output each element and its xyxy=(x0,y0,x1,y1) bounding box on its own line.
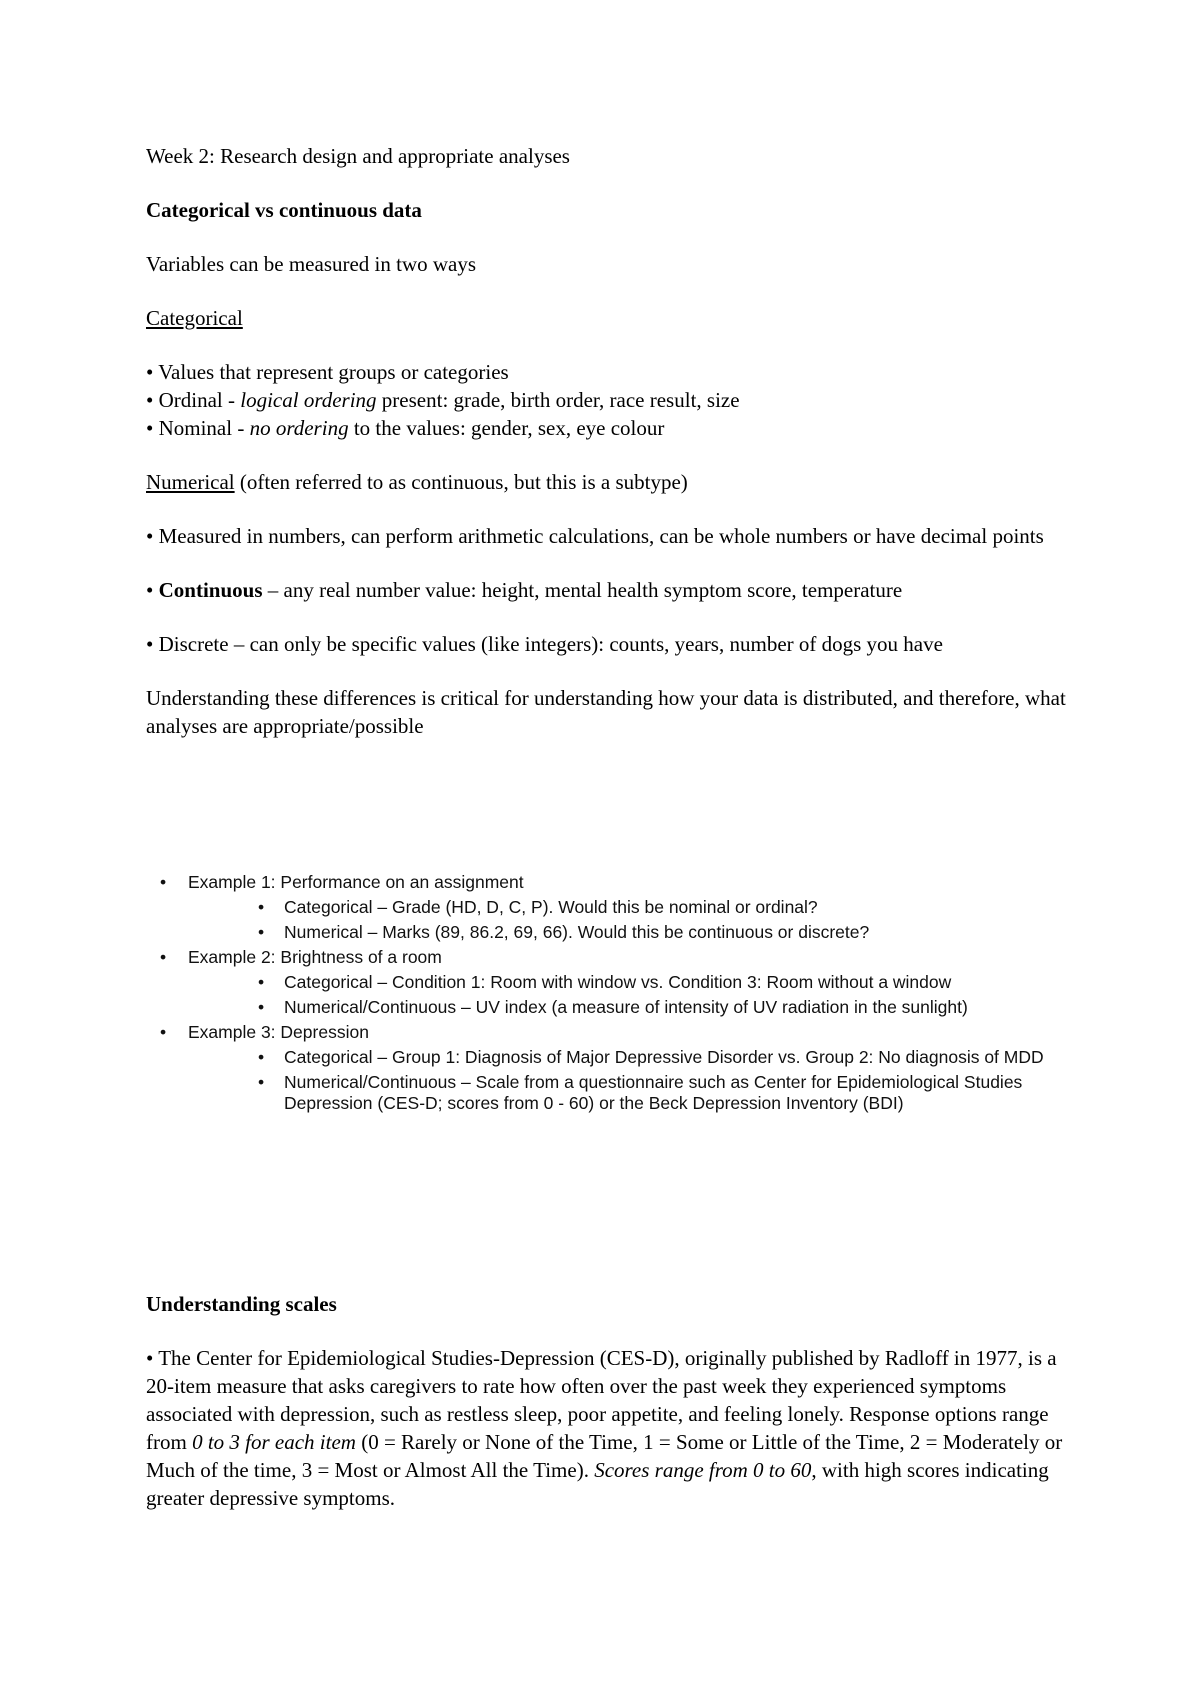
example-subitem xyxy=(188,1072,1074,1114)
categorical-label: Categorical xyxy=(146,306,243,330)
example-title: Example 2: Brightness of a room xyxy=(188,947,442,967)
bullet-icon: • xyxy=(160,947,167,967)
cesd-emphasis-1: 0 to 3 for each item xyxy=(192,1430,356,1454)
section-heading-understanding-scales: Understanding scales xyxy=(146,1292,337,1316)
example-sublist xyxy=(188,897,1096,943)
bullet-icon: • xyxy=(258,1072,265,1092)
understanding-scales-section xyxy=(146,1290,1086,1512)
bullet-icon: • xyxy=(258,1047,265,1067)
cesd-text-2: (0 = Rarely or None of the Time, 1 = Some or Little of the Time, 2 = Moderately or Much of the time, 3 = Most or Almost All the Time). xyxy=(146,1430,1063,1482)
examples-list xyxy=(146,872,1096,1114)
continuous-rest: – any real number value: height, mental health symptom score, temperature xyxy=(262,578,903,602)
example-subitem-text: Categorical – Grade (HD, D, C, P). Would this be nominal or ordinal? xyxy=(284,897,818,917)
bullet-icon: • xyxy=(160,872,167,892)
ordinal-rest: present: grade, birth order, race result, size xyxy=(376,388,740,412)
example-item xyxy=(146,947,1096,1018)
ordinal-emphasis: logical ordering xyxy=(240,388,377,412)
examples-figure xyxy=(146,872,1096,1118)
example-subitem-text: Numerical – Marks (89, 86.2, 69, 66). Would this be continuous or discrete? xyxy=(284,922,870,942)
example-subitem-text: Numerical/Continuous – UV index (a measure of intensity of UV radiation in the sunlight) xyxy=(284,997,968,1017)
categorical-heading xyxy=(146,304,1086,332)
continuous-prefix: • xyxy=(146,578,159,602)
numerical-label: Numerical xyxy=(146,470,235,494)
bullet-icon: • xyxy=(258,922,265,942)
document-body xyxy=(146,142,1086,740)
example-item xyxy=(146,1022,1096,1114)
example-title: Example 1: Performance on an assignment xyxy=(188,872,524,892)
section-heading-categorical-vs-continuous: Categorical vs continuous data xyxy=(146,198,422,222)
bullet-icon: • xyxy=(258,897,265,917)
understanding-paragraph: Understanding these differences is critical for understanding how your data is distributed, and therefore, what analyses are appropriate/possible xyxy=(146,686,1066,738)
continuous-label: Continuous xyxy=(158,578,263,602)
nominal-emphasis: no ordering xyxy=(249,416,349,440)
nominal-prefix: • Nominal - xyxy=(146,416,250,440)
example-sublist xyxy=(188,972,1096,1018)
cesd-text-1: • The Center for Epidemiological Studies-Depression (CES-D), originally published by Radloff in 1977, is a 20-item measure that asks caregivers to rate how often over the past week they experienced symptoms associated with depression, such as restless sleep, poor appetite, and feeling lonely. Response options range from xyxy=(146,1346,1057,1454)
numerical-bullet-discrete: • Discrete – can only be specific values (like integers): counts, years, number of dogs you have xyxy=(146,632,943,656)
nominal-rest: to the values: gender, sex, eye colour xyxy=(348,416,665,440)
intro-text: Variables can be measured in two ways xyxy=(146,252,477,276)
numerical-bullet-continuous xyxy=(146,576,1086,604)
example-subitem-text: Categorical – Condition 1: Room with window vs. Condition 3: Room without a window xyxy=(284,972,952,992)
example-subitem xyxy=(188,1047,1074,1068)
ordinal-prefix: • Ordinal - xyxy=(146,388,241,412)
numerical-bullet-measured: • Measured in numbers, can perform arithmetic calculations, can be whole numbers or have decimal points xyxy=(146,524,1044,548)
example-subitem xyxy=(188,997,1074,1018)
example-subitem-text: Numerical/Continuous – Scale from a questionnaire such as Center for Epidemiological Studies Depression (CES-D; scores from 0 - 60) or the Beck Depression Inventory (BDI) xyxy=(284,1072,1023,1113)
example-subitem xyxy=(188,972,1074,993)
categorical-bullet-ordinal xyxy=(146,386,1086,414)
numerical-note: (often referred to as continuous, but this is a subtype) xyxy=(234,470,688,494)
categorical-bullet-nominal xyxy=(146,414,1086,442)
example-subitem xyxy=(188,897,1074,918)
example-subitem-text: Categorical – Group 1: Diagnosis of Major Depressive Disorder vs. Group 2: No diagnosis of MDD xyxy=(284,1047,1044,1067)
example-subitem xyxy=(188,922,1074,943)
cesd-emphasis-2: Scores range from 0 to 60 xyxy=(594,1458,812,1482)
bullet-icon: • xyxy=(258,997,265,1017)
example-item xyxy=(146,872,1096,943)
categorical-bullet-values: • Values that represent groups or categories xyxy=(146,360,509,384)
example-sublist xyxy=(188,1047,1096,1114)
bullet-icon: • xyxy=(258,972,265,992)
example-title: Example 3: Depression xyxy=(188,1022,369,1042)
numerical-heading xyxy=(146,468,1086,496)
bullet-icon: • xyxy=(160,1022,167,1042)
week-title: Week 2: Research design and appropriate analyses xyxy=(146,144,570,168)
cesd-text-3: , with high scores indicating greater depressive symptoms. xyxy=(146,1458,1049,1510)
cesd-paragraph xyxy=(146,1344,1086,1512)
